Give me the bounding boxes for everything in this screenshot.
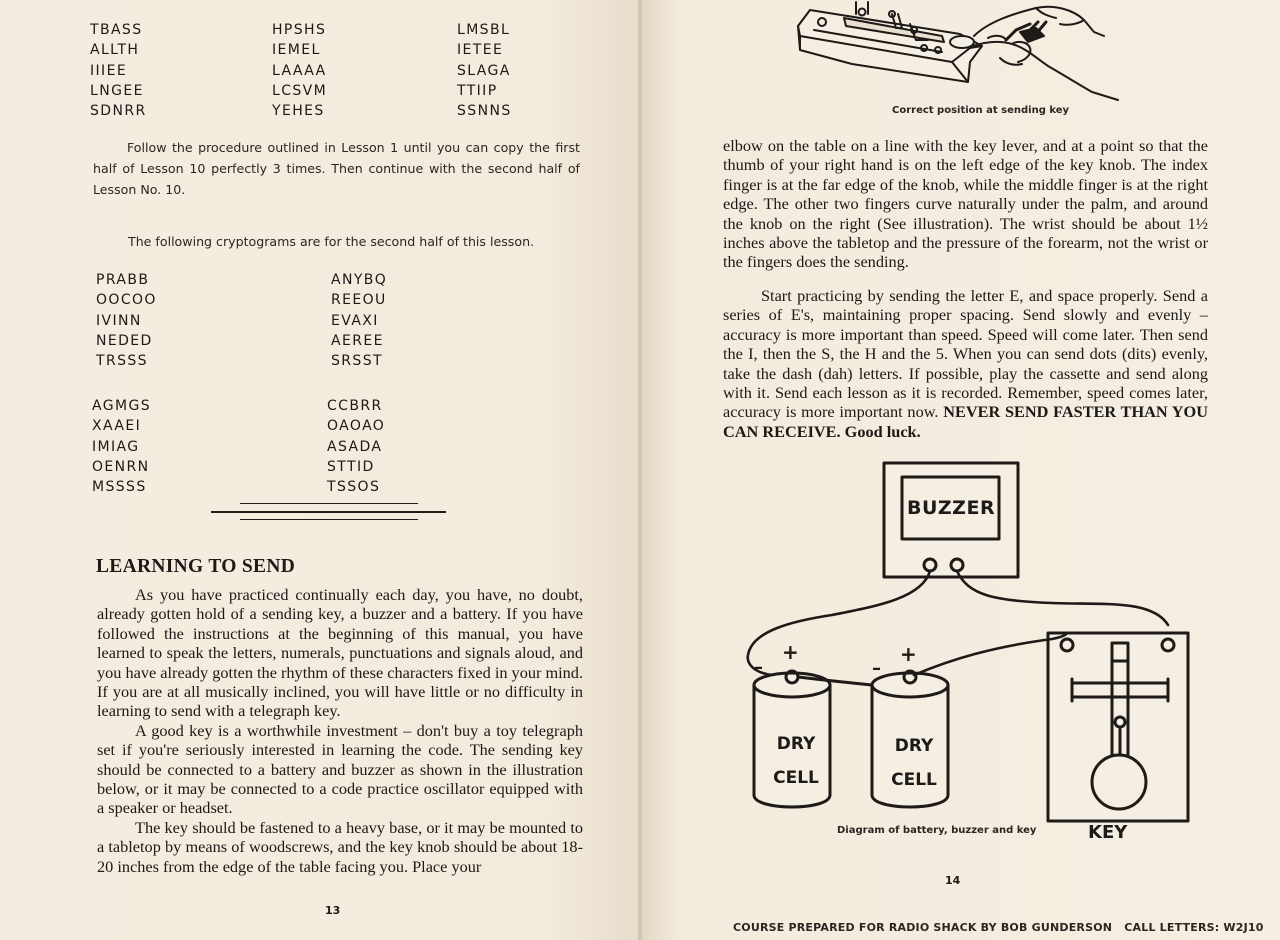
cryptogram-column — [331, 270, 387, 371]
minus-sign: – — [754, 657, 763, 678]
wires — [722, 555, 1202, 695]
cryptogram: TRSSS — [96, 353, 148, 370]
cell-label — [766, 727, 826, 795]
divider-rule-top — [240, 503, 418, 504]
minus-sign: – — [872, 658, 881, 679]
section-heading: LEARNING TO SEND — [96, 556, 296, 577]
cryptogram-column — [272, 20, 327, 121]
cryptogram: TBASS — [90, 22, 143, 38]
cryptogram: YEHES — [272, 103, 325, 120]
page-footer: COURSE PREPARED FOR RADIO SHACK BY BOB GUNDERSON CALL LETTERS: W2J10 — [733, 921, 1264, 934]
cryptogram: EVAXI — [331, 312, 379, 329]
cryptogram-column — [96, 270, 157, 371]
cryptograms-intro: The following cryptograms are for the second half of this lesson. — [128, 234, 535, 249]
cryptogram: IETEE — [457, 42, 504, 59]
cryptogram-column — [327, 396, 385, 497]
cryptogram-column — [457, 20, 512, 121]
body-text — [723, 286, 1208, 441]
cryptogram: STTID — [327, 458, 375, 475]
cryptogram: SSNNS — [457, 103, 512, 120]
cryptogram: SRSST — [331, 353, 383, 370]
cryptogram: LCSVM — [272, 82, 328, 99]
paragraph: elbow on the table on a line with the key lever, and at a point so that the thumb of your right hand is on the left edge of the key knob. The index finger is at the far edge of the knob, while the middle finger is at the right edge. The other two fingers curve naturally under the palm, and around the knob on the right (See illustration). The wrist should be about 1½ inches above the tabletop and the pressure of the forearm, not the wrist or the fingers does the sending. — [723, 136, 1208, 272]
paragraph: A good key is a worthwhile investment – don't buy a toy telegraph set if you're seriously interested in learning the code. The sending key should be connected to a battery and buzzer as shown in the illustration below, or it may be connected to a code practice oscillator equipped with a speaker or headset. — [97, 720, 583, 818]
wire-buzzer-to-key — [957, 571, 1168, 625]
plus-sign: + — [900, 642, 917, 666]
cryptogram: REEOU — [331, 292, 387, 309]
diagram-caption: Diagram of battery, buzzer and key — [837, 825, 1037, 836]
wire-cell-to-key — [914, 633, 1067, 675]
cryptogram-column — [90, 20, 147, 121]
cryptogram: ASADA — [327, 438, 383, 455]
cryptogram: PRABB — [96, 272, 150, 288]
procedure-paragraph: Follow the procedure outlined in Lesson 1 until you can copy the first half of Lesson 10 perfectly 3 times. Then continue with the second half of Lesson No. 10. — [93, 140, 580, 197]
body-text — [723, 136, 1208, 272]
cryptogram: HPSHS — [272, 22, 327, 38]
cryptogram: XAAEI — [92, 418, 142, 435]
plus-sign: + — [782, 640, 799, 664]
page-number: 14 — [945, 874, 961, 887]
divider-rule-middle — [211, 511, 446, 513]
cell-label-line: DRY — [776, 734, 816, 754]
cryptogram: AEREE — [331, 332, 384, 349]
cell-label — [884, 729, 944, 797]
cryptogram: LAAAA — [272, 62, 327, 79]
sending-key-hand-illustration — [792, 0, 1132, 104]
page-number: 13 — [325, 904, 341, 917]
cryptogram: SLAGA — [457, 62, 511, 79]
cryptogram: IEMEL — [272, 42, 321, 59]
cryptogram: NEDED — [96, 332, 153, 349]
cell-label-line: CELL — [891, 770, 937, 790]
cryptogram: LMSBL — [457, 22, 511, 38]
key-knob — [1092, 755, 1146, 809]
cryptogram-column — [92, 396, 151, 497]
key-label: KEY — [1088, 822, 1128, 843]
paragraph-plain-text: Start practicing by sending the letter E, and space properly. Send a series of E's, maintaining proper spacing. Send slowly and evenly – accuracy is more important than speed. Speed will come later. Then send the I, then the S, the H and the 5. When you can send dots (dits) evenly, take the dash (dah) letters. If possible, play the cassette and send along with it. Send each lesson as it is recorded. Remember, speed comes later, accuracy is more important now. — [723, 286, 1208, 422]
cryptogram: TTIIP — [457, 82, 498, 99]
cryptogram: MSSSS — [92, 479, 147, 496]
cryptogram: CCBRR — [327, 398, 383, 414]
cryptogram: SDNRR — [90, 103, 147, 120]
buzzer-label: BUZZER — [907, 497, 996, 519]
paragraph: As you have practiced continually each day, you have, no doubt, already gotten hold of a sending key, a buzzer and a battery. If you have followed the instructions at the beginning of this manual, you have learned to speak the letters, numerals, punctuations and signals aloud, and you have already gotten the rhythm of these characters fixed in your mind. If you are at all musically inclined, you will have little or no difficulty in learning to send with a telegraph key. — [97, 585, 584, 721]
cryptogram: AGMGS — [92, 398, 151, 414]
body-text — [97, 585, 583, 876]
cryptogram: TSSOS — [327, 479, 381, 496]
divider-rule-bottom — [240, 519, 418, 520]
cell-label-line: DRY — [894, 736, 934, 756]
cryptogram: OAOAO — [327, 418, 386, 435]
emphasis-text: NEVER SEND FASTER THAN YOU CAN RECEIVE. Good luck. — [723, 402, 1208, 441]
paragraph: The key should be fastened to a heavy base, or it may be mounted to a tabletop by means of woodscrews, and the key knob should be about 18-20 inches from the edge of the table facing you. Place your — [97, 817, 583, 876]
cryptogram: OENRN — [92, 458, 150, 475]
cryptogram: IMIAG — [92, 438, 140, 455]
cryptogram: IVINN — [96, 312, 142, 329]
cryptogram: LNGEE — [90, 82, 144, 99]
paragraph — [723, 286, 1208, 441]
cryptogram: ANYBQ — [331, 272, 388, 288]
cryptogram: OOCOO — [96, 292, 157, 309]
cryptogram: IIIEE — [90, 62, 128, 79]
right-page — [642, 0, 1280, 940]
cryptogram: ALLTH — [90, 42, 140, 59]
cell-label-line: CELL — [773, 768, 819, 788]
illustration-caption: Correct position at sending key — [892, 105, 1070, 116]
